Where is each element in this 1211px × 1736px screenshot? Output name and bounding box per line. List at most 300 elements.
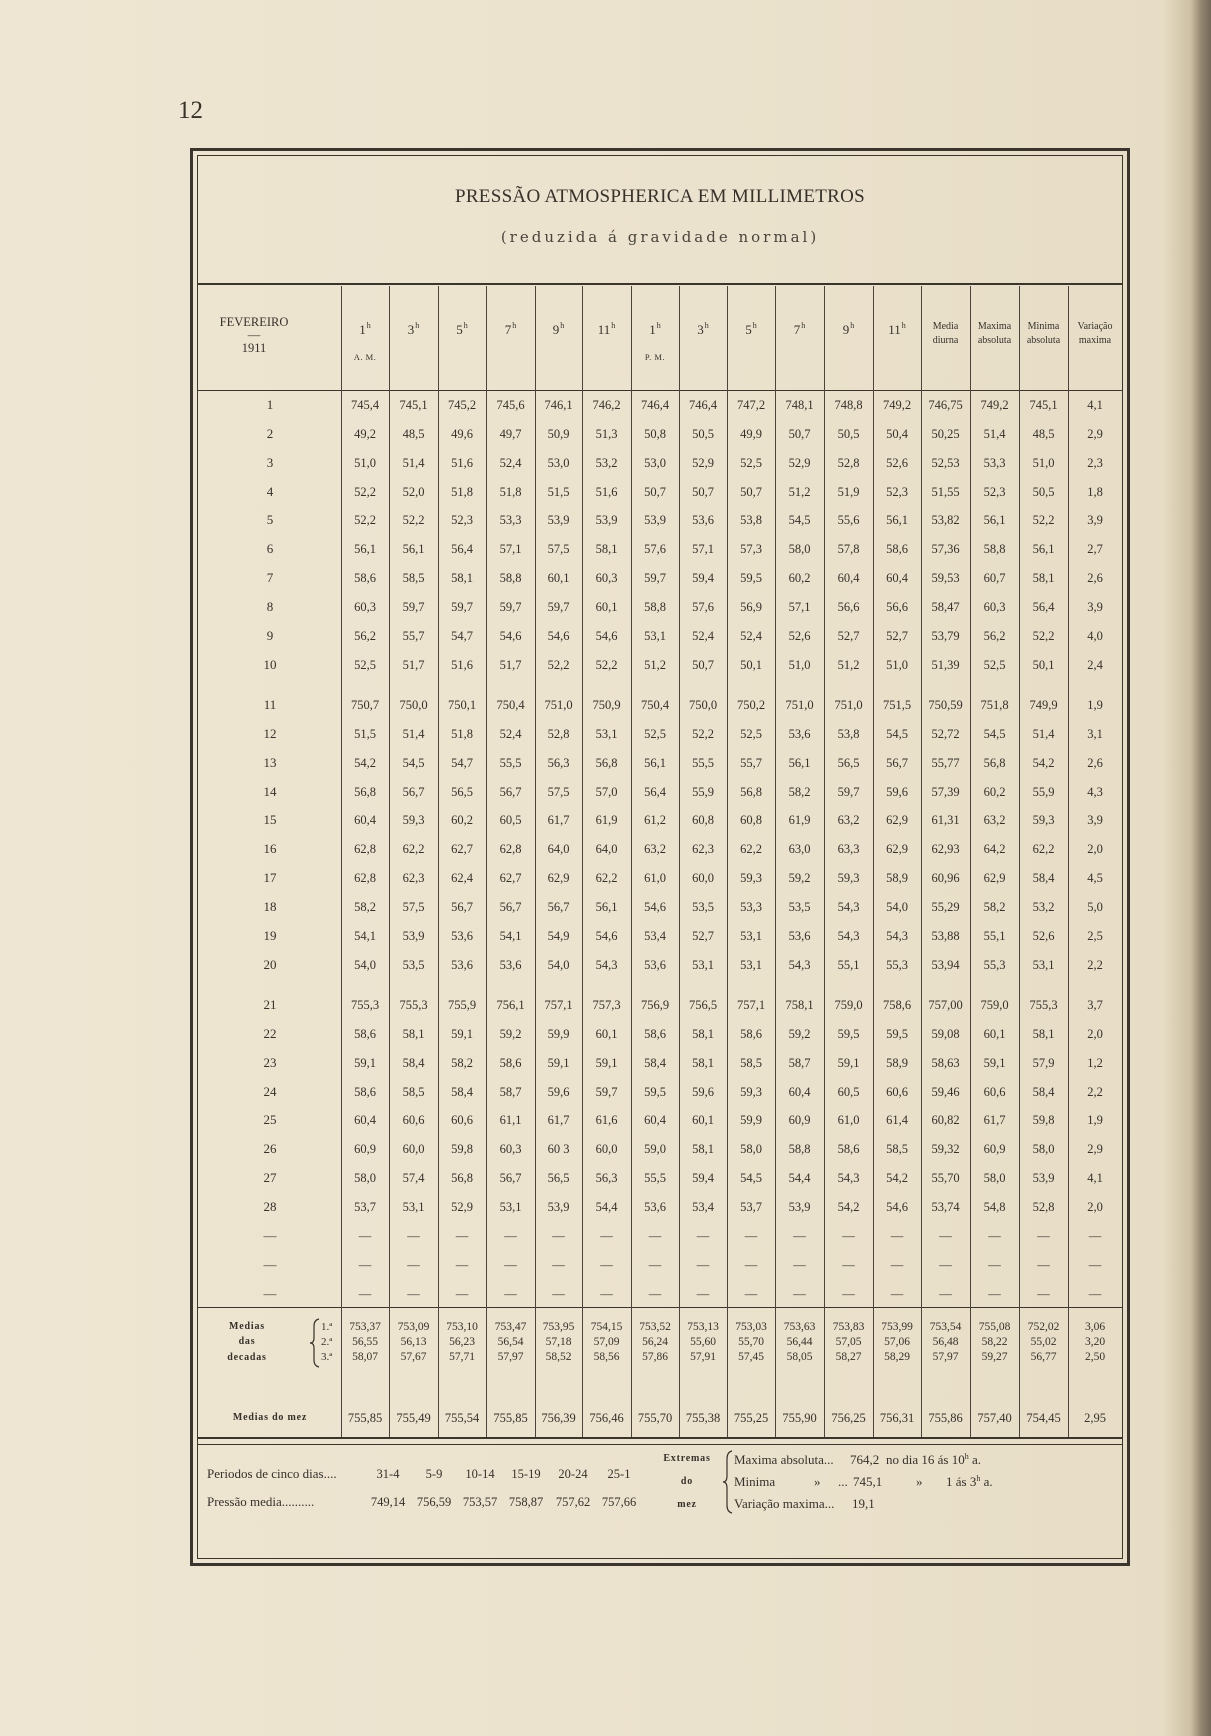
pressure-value: 52,5 <box>354 658 376 672</box>
month-mean-value: 754,45 <box>1026 1411 1061 1425</box>
pressure-value: 60,6 <box>886 1085 908 1099</box>
pressure-value: 59,8 <box>1032 1113 1055 1127</box>
pressure-value: 59,5 <box>644 1085 666 1099</box>
decade-mean-value: 755,08 <box>978 1321 1011 1333</box>
decade-mean-value: 56,24 <box>642 1336 668 1348</box>
pressure-value: — <box>407 1258 420 1272</box>
decade-mean-value: 58,27 <box>835 1351 862 1363</box>
day-number: 11 <box>263 697 277 712</box>
pressure-value: 4,3 <box>1087 785 1103 799</box>
pressure-value: 52,9 <box>451 1200 473 1214</box>
decade-mean-value: 57,09 <box>593 1336 620 1348</box>
day-number: 17 <box>263 870 277 885</box>
pressure-value: 50,5 <box>692 427 714 441</box>
pressure-value: 60,0 <box>402 1142 425 1156</box>
pressure-value: 59,6 <box>886 785 908 799</box>
extreme-variation-label: Variação maxima... <box>734 1496 835 1511</box>
pressure-value: 53,6 <box>788 727 811 741</box>
pressure-value: 52,7 <box>837 629 860 643</box>
pressure-value: 59,2 <box>788 871 811 885</box>
month-means-label: Medias do mez <box>232 1412 308 1423</box>
pressure-value: 52,8 <box>547 727 570 741</box>
pressure-value: 58,1 <box>692 1142 714 1156</box>
pressure-value: 52,4 <box>499 456 522 470</box>
pressure-value: 58,5 <box>402 1085 425 1099</box>
hour-column-header <box>824 320 873 340</box>
pressure-value: 48,5 <box>402 427 425 441</box>
extreme-variation-value: 19,1 <box>852 1496 875 1511</box>
pressure-value: 62,2 <box>595 871 618 885</box>
pressure-value: 54,3 <box>886 929 908 943</box>
pressure-value: 59,1 <box>595 1056 618 1070</box>
pressure-value: 52,6 <box>886 456 908 470</box>
pressure-value: 54,7 <box>451 629 473 643</box>
pressure-value: — <box>504 1258 517 1272</box>
pressure-value: — <box>842 1287 855 1301</box>
pressure-value: 53,0 <box>547 456 570 470</box>
pressure-value: 53,6 <box>451 958 473 972</box>
pressure-value: 53,88 <box>931 929 960 943</box>
pressure-value: 62,7 <box>499 871 522 885</box>
pressure-value: 2,3 <box>1087 456 1103 470</box>
pressure-value: 58,1 <box>1032 1027 1055 1041</box>
pressure-value: 60,3 <box>354 600 376 614</box>
pressure-value: 59,3 <box>740 871 762 885</box>
decade-mean-value: 753,83 <box>832 1321 865 1333</box>
pressure-value: 60,3 <box>499 1142 522 1156</box>
pressure-value: 50,9 <box>547 427 570 441</box>
decade-mean-value: 57,91 <box>690 1351 716 1363</box>
pressure-value: 58,5 <box>886 1142 908 1156</box>
pressure-value: 746,1 <box>544 398 573 412</box>
pressure-value: 2,4 <box>1087 658 1103 672</box>
decade-mean-value: 56,54 <box>497 1336 524 1348</box>
pressure-value: 746,4 <box>640 398 670 412</box>
hour-unit: h <box>801 321 806 330</box>
decade-mean-value: 753,09 <box>397 1321 430 1333</box>
pressure-value: 58,7 <box>499 1085 522 1099</box>
decade-mean-value: 56,44 <box>786 1336 813 1348</box>
hour-number: 3 <box>697 322 704 337</box>
decade-mean-value: 57,67 <box>400 1351 427 1363</box>
summary-column-header <box>1019 320 1068 348</box>
pressure-value: — <box>744 1287 758 1301</box>
pressure-value: 59,4 <box>692 571 714 585</box>
pressure-value: 2,9 <box>1087 1142 1103 1156</box>
pressure-value: 50,7 <box>692 658 714 672</box>
five-day-mean-pressure: 753,57 <box>462 1495 498 1509</box>
pressure-value: 53,1 <box>1032 958 1055 972</box>
pressure-value: 54,3 <box>595 958 618 972</box>
pressure-value: 60,7 <box>983 571 1006 585</box>
pressure-value: 53,79 <box>931 629 960 643</box>
pressure-value: 61,4 <box>886 1113 908 1127</box>
day-number: 20 <box>263 957 277 972</box>
pressure-value: 61,7 <box>983 1113 1006 1127</box>
pressure-value: 2,6 <box>1087 756 1103 770</box>
pressure-value: 56,7 <box>499 785 522 799</box>
pressure-value: 52,3 <box>983 485 1006 499</box>
pressure-value: 58,1 <box>1032 571 1055 585</box>
pressure-value: 59,3 <box>837 871 860 885</box>
pressure-value: 757,1 <box>544 998 573 1012</box>
pressure-value: 58,4 <box>402 1056 425 1070</box>
pressure-value: — <box>358 1258 372 1272</box>
pressure-value: 52,2 <box>354 513 376 527</box>
pressure-value: 57,36 <box>931 542 960 556</box>
pressure-value: 50,7 <box>692 485 714 499</box>
pressure-value: 56,8 <box>740 785 762 799</box>
month-mean-value: 755,86 <box>928 1411 963 1425</box>
pressure-value: — <box>600 1258 613 1272</box>
pressure-value: 751,0 <box>834 698 863 712</box>
month-mean-value: 755,70 <box>637 1411 673 1425</box>
hour-number: 7 <box>504 322 512 337</box>
pressure-value: 751,0 <box>785 698 814 712</box>
pressure-value: 58,6 <box>644 1027 666 1041</box>
pressure-value: 53,5 <box>788 900 811 914</box>
pressure-value: 52,5 <box>740 456 762 470</box>
decade-mean-value: 56,23 <box>449 1336 475 1348</box>
pressure-value: 58,1 <box>451 571 473 585</box>
pressure-value: 52,5 <box>644 727 666 741</box>
pressure-value: 60,5 <box>837 1085 860 1099</box>
decade-mean-value: 58,52 <box>545 1351 572 1363</box>
pressure-value: 53,4 <box>644 929 666 943</box>
pressure-value: 53,6 <box>692 513 714 527</box>
pressure-value: — <box>600 1229 613 1243</box>
pressure-value: 60,4 <box>644 1113 666 1127</box>
pressure-value: 750,0 <box>688 698 718 712</box>
pressure-value: 62,2 <box>1032 842 1055 856</box>
pressure-value: — <box>358 1287 372 1301</box>
pressure-value: 54,3 <box>837 900 860 914</box>
pressure-value: 57,5 <box>547 542 570 556</box>
pressure-value: — <box>1037 1229 1050 1243</box>
pressure-value: 56,2 <box>354 629 376 643</box>
decade-ordinal: 1.ª <box>321 1321 333 1333</box>
pressure-value: 58,4 <box>1032 1085 1055 1099</box>
pressure-value: 4,1 <box>1087 398 1103 412</box>
pressure-value: 53,4 <box>692 1200 714 1214</box>
month-mean-value: 756,25 <box>831 1411 866 1425</box>
decade-mean-value: 3,06 <box>1084 1321 1106 1333</box>
pressure-value: — <box>793 1229 806 1243</box>
pressure-value: 1,2 <box>1087 1056 1103 1070</box>
pressure-value: 51,5 <box>547 485 570 499</box>
pressure-value: 748,1 <box>785 398 814 412</box>
period-label: A. M. <box>353 352 377 362</box>
pressure-value: 50,5 <box>1032 485 1055 499</box>
pressure-value: 59,3 <box>402 813 425 827</box>
pressure-value: 59,5 <box>740 571 762 585</box>
decade-mean-value: 753,03 <box>735 1321 767 1333</box>
pressure-value: 54,6 <box>886 1200 908 1214</box>
day-number: 26 <box>263 1141 277 1156</box>
month-mean-value: 757,40 <box>977 1411 1012 1425</box>
pressure-value: 53,9 <box>402 929 425 943</box>
period-label: P. M. <box>644 352 666 362</box>
pressure-value: 745,6 <box>496 398 525 412</box>
pressure-value: — <box>600 1287 613 1301</box>
pressure-value: 749,2 <box>882 398 912 412</box>
pressure-value: 54,9 <box>547 929 570 943</box>
pressure-value: 59,9 <box>740 1113 762 1127</box>
day-number: — <box>263 1257 277 1272</box>
pressure-value: 58,1 <box>692 1056 714 1070</box>
pressure-value: 54,6 <box>595 629 618 643</box>
pressure-value: 56,5 <box>837 756 860 770</box>
pressure-value: 52,5 <box>983 658 1006 672</box>
pressure-value: — <box>552 1258 565 1272</box>
extreme-minimum-dots: ... <box>838 1474 848 1489</box>
pressure-value: 54,6 <box>644 900 666 914</box>
pressure-value: 51,55 <box>931 485 960 499</box>
pressure-value: 56,1 <box>402 542 425 556</box>
pressure-value: 749,9 <box>1029 698 1058 712</box>
hour-unit: h <box>512 321 517 330</box>
month-mean-value: 756,31 <box>879 1411 915 1425</box>
pressure-value: 61,0 <box>837 1113 860 1127</box>
pressure-value: 59,32 <box>931 1142 960 1156</box>
pressure-value: 52,4 <box>499 727 522 741</box>
hour-unit: h <box>366 321 371 330</box>
pressure-value: 53,3 <box>983 456 1006 470</box>
pressure-value: 56,1 <box>1032 542 1055 556</box>
pressure-value: 58,0 <box>1032 1142 1055 1156</box>
pressure-value: 60,4 <box>788 1085 811 1099</box>
decade-mean-value: 753,37 <box>349 1321 381 1333</box>
pressure-value: 52,2 <box>1032 513 1055 527</box>
pressure-value: 60,8 <box>692 813 714 827</box>
pressure-value: 54,5 <box>402 756 425 770</box>
pressure-value: — <box>793 1287 806 1301</box>
pressure-value: 62,7 <box>451 842 473 856</box>
pressure-value: 56,7 <box>547 900 570 914</box>
day-number: 8 <box>266 599 274 614</box>
pressure-value: 53,74 <box>931 1200 960 1214</box>
pressure-value: 52,5 <box>740 727 762 741</box>
pressure-value: 62,93 <box>931 842 960 856</box>
pressure-value: 53,9 <box>547 1200 570 1214</box>
pressure-value: 59,0 <box>644 1142 666 1156</box>
pressure-value: 61,6 <box>595 1113 618 1127</box>
summary-header-line: Maxima <box>977 321 1012 332</box>
pressure-value: 56,1 <box>983 513 1006 527</box>
pressure-value: 59,7 <box>644 571 666 585</box>
decade-mean-value: 753,99 <box>881 1321 913 1333</box>
pressure-value: 60,4 <box>354 813 376 827</box>
pressure-value: 746,2 <box>592 398 621 412</box>
pressure-value: 746,4 <box>688 398 718 412</box>
decade-ordinal: 3.ª <box>321 1351 333 1363</box>
pressure-value: 57,1 <box>788 600 811 614</box>
pressure-value: — <box>1037 1258 1050 1272</box>
summary-header-line: Variação <box>1077 321 1113 332</box>
pressure-value: 59,4 <box>692 1171 714 1185</box>
pressure-value: 2,0 <box>1087 1027 1103 1041</box>
pressure-value: 54,2 <box>354 756 376 770</box>
pressure-value: 59,7 <box>499 600 522 614</box>
hour-number: 9 <box>842 322 850 337</box>
pressure-value: — <box>1037 1287 1050 1301</box>
pressure-value: 750,2 <box>736 698 766 712</box>
pressure-value: 50,4 <box>886 427 908 441</box>
pressure-value: — <box>358 1229 372 1243</box>
pressure-value: 750,7 <box>350 698 380 712</box>
pressure-value: 60,9 <box>788 1113 811 1127</box>
pressure-value: 56,8 <box>451 1171 473 1185</box>
decade-means-label-1: Medias <box>229 1321 265 1332</box>
pressure-value: 3,9 <box>1087 600 1103 614</box>
pressure-value: 62,4 <box>451 871 473 885</box>
pressure-value: 59,5 <box>886 1027 908 1041</box>
pressure-value: 60,2 <box>983 785 1006 799</box>
decade-mean-value: 57,97 <box>497 1351 524 1363</box>
extreme-minimum-value: 745,1 <box>853 1474 883 1489</box>
month-mean-value: 755,85 <box>493 1411 528 1425</box>
pressure-value: 60,8 <box>740 813 762 827</box>
pressure-value: — <box>552 1229 565 1243</box>
pressure-value: 751,5 <box>882 698 912 712</box>
pressure-value: 61,2 <box>644 813 666 827</box>
pressure-value: 745,4 <box>350 398 380 412</box>
pressure-value: 54,3 <box>837 929 860 943</box>
pressure-value: — <box>939 1287 952 1301</box>
pressure-value: 51,6 <box>451 456 473 470</box>
summary-column-header <box>970 320 1019 348</box>
pressure-value: 58,63 <box>931 1056 960 1070</box>
pressure-value: 54,8 <box>983 1200 1006 1214</box>
pressure-value: 51,0 <box>788 658 811 672</box>
pressure-value: 64,0 <box>547 842 570 856</box>
pressure-value: 60 3 <box>547 1142 570 1156</box>
pressure-value: 58,6 <box>837 1142 860 1156</box>
pressure-value: 53,9 <box>547 513 570 527</box>
pressure-value: 59,46 <box>931 1085 960 1099</box>
five-day-period: 20-24 <box>558 1467 588 1481</box>
pressure-value: 3,7 <box>1087 998 1103 1012</box>
five-day-mean-pressure: 757,62 <box>555 1495 591 1509</box>
pressure-value: 751,8 <box>980 698 1009 712</box>
pressure-value: 2,7 <box>1087 542 1103 556</box>
pressure-value: — <box>890 1229 904 1243</box>
pressure-value: 55,9 <box>692 785 714 799</box>
month-mean-value: 755,85 <box>347 1411 383 1425</box>
pressure-value: 53,9 <box>788 1200 811 1214</box>
extreme-minimum-ditto-2: » <box>916 1474 923 1489</box>
pressure-value: 63,3 <box>837 842 860 856</box>
pressure-value: 51,8 <box>499 485 522 499</box>
pressure-value: 58,6 <box>886 542 908 556</box>
pressure-value: 50,1 <box>740 658 762 672</box>
pressure-value: 62,2 <box>740 842 762 856</box>
pressure-value: — <box>407 1229 420 1243</box>
pressure-value: 62,9 <box>886 813 908 827</box>
pressure-value: 51,4 <box>402 456 425 470</box>
pressure-value: 62,3 <box>692 842 714 856</box>
pressure-value: 61,7 <box>547 813 570 827</box>
pressure-value: 745,1 <box>1029 398 1058 412</box>
pressure-value: 54,0 <box>354 958 376 972</box>
pressure-value: 52,72 <box>931 727 960 741</box>
pressure-value: 53,0 <box>644 456 666 470</box>
pressure-value: — <box>504 1229 517 1243</box>
pressure-value: 56,3 <box>547 756 570 770</box>
pressure-value: 54,7 <box>451 756 473 770</box>
extreme-maximum-hour-unit: h <box>964 1452 969 1461</box>
pressure-value: 53,3 <box>740 900 762 914</box>
pressure-value: 57,9 <box>1032 1056 1055 1070</box>
pressure-value: — <box>696 1287 710 1301</box>
hour-column-header <box>438 320 486 340</box>
month-mean-value: 756,39 <box>541 1411 576 1425</box>
pressure-value: 58,0 <box>788 542 811 556</box>
summary-header-line: Minima <box>1027 321 1060 332</box>
pressure-value: 52,4 <box>692 629 714 643</box>
pressure-value: 60,96 <box>931 871 960 885</box>
day-number: 13 <box>263 755 277 770</box>
pressure-value: 60,6 <box>451 1113 473 1127</box>
pressure-value: 54,0 <box>547 958 570 972</box>
pressure-value: 55,1 <box>983 929 1006 943</box>
pressure-value: — <box>842 1258 855 1272</box>
month-mean-value: 756,46 <box>589 1411 624 1425</box>
pressure-value: 59,1 <box>837 1056 860 1070</box>
decade-means-label-3: decadas <box>227 1352 267 1363</box>
pressure-value: 3,1 <box>1087 727 1103 741</box>
pressure-value: 51,2 <box>837 658 860 672</box>
pressure-value: 58,5 <box>740 1056 762 1070</box>
hour-column-header <box>727 320 775 340</box>
pressure-value: 49,7 <box>499 427 522 441</box>
extreme-minimum-tail: a. <box>983 1474 993 1489</box>
pressure-value: 756,9 <box>640 998 670 1012</box>
pressure-value: 56,9 <box>740 600 762 614</box>
pressure-value: 62,9 <box>983 871 1006 885</box>
pressure-value: 747,2 <box>736 398 766 412</box>
pressure-value: 54,5 <box>740 1171 762 1185</box>
pressure-value: 755,3 <box>1029 998 1058 1012</box>
pressure-value: 53,5 <box>692 900 714 914</box>
pressure-value: — <box>648 1287 662 1301</box>
pressure-value: 58,1 <box>595 542 618 556</box>
pressure-value: 51,6 <box>451 658 473 672</box>
hour-column-header <box>341 320 389 340</box>
pressure-value: 58,9 <box>886 1056 908 1070</box>
pressure-value: 63,2 <box>983 813 1006 827</box>
decade-mean-value: 57,45 <box>738 1351 764 1363</box>
pressure-value: 53,1 <box>499 1200 522 1214</box>
decade-mean-value: 58,22 <box>981 1336 1008 1348</box>
pressure-value: 60,1 <box>692 1113 714 1127</box>
pressure-value: 58,9 <box>886 871 908 885</box>
month-mean-value: 755,25 <box>733 1411 769 1425</box>
pressure-value: 758,6 <box>882 998 912 1012</box>
pressure-value: 751,0 <box>544 698 573 712</box>
five-day-period: 10-14 <box>465 1467 495 1481</box>
pressure-value: 59,2 <box>788 1027 811 1041</box>
decade-mean-value: 56,55 <box>352 1336 378 1348</box>
pressure-value: 52,6 <box>788 629 811 643</box>
pressure-value: 58,1 <box>402 1027 425 1041</box>
pressure-value: 51,5 <box>354 727 376 741</box>
five-day-mean-pressure: 757,66 <box>601 1495 637 1509</box>
pressure-value: 52,0 <box>402 485 425 499</box>
pressure-value: 62,9 <box>886 842 908 856</box>
pressure-value: 1,8 <box>1087 485 1103 499</box>
pressure-value: 57,3 <box>740 542 762 556</box>
